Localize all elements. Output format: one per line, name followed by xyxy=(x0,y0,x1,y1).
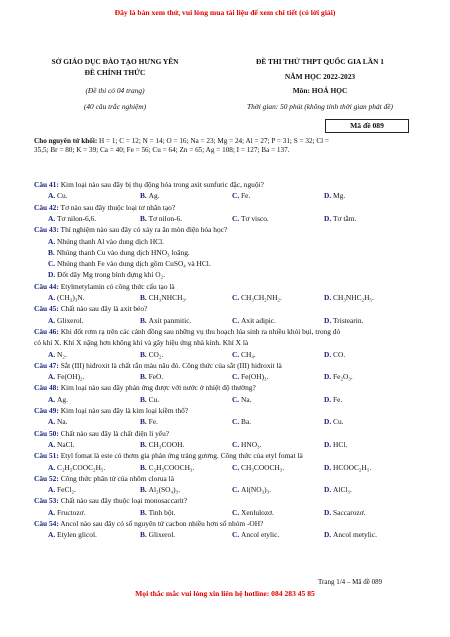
question-text: Kim loại nào sau đây phản ứng được với nước ở nhiệt độ thường? xyxy=(58,383,256,393)
option-text: Ancol metylic. xyxy=(333,530,377,540)
answer-option xyxy=(232,191,324,200)
option-letter: C. xyxy=(232,417,242,427)
answer-option xyxy=(140,530,232,539)
option-text: Axit adipic. xyxy=(241,315,276,325)
page-count-note: (Đề thi có 04 trang) xyxy=(85,86,145,95)
option-text: Fe(OH)₂. xyxy=(57,372,85,382)
answer-option xyxy=(48,237,418,246)
answer-option xyxy=(48,270,418,279)
answer-option xyxy=(48,485,140,494)
question-number: Câu 41: xyxy=(34,180,59,189)
answer-option xyxy=(140,508,232,517)
option-row xyxy=(48,463,418,472)
answer-option xyxy=(48,293,140,302)
question-text: Chất nào sau đây là axit béo? xyxy=(58,304,148,314)
question-text: Sắt (III) hiđroxit là chất rắn màu nâu đỏ. Công thức của sắt (III) hiđroxit là xyxy=(58,360,282,370)
option-letter: B. xyxy=(140,315,149,325)
option-letter: D. xyxy=(324,349,334,359)
answer-option xyxy=(324,463,416,472)
option-text: Saccarozơ. xyxy=(333,507,366,517)
option-row xyxy=(48,395,418,404)
option-letter: B. xyxy=(140,213,149,223)
question-number: Câu 54: xyxy=(34,519,59,528)
option-text: C₂H₅COOC₂H₅. xyxy=(57,462,106,472)
answer-option xyxy=(48,350,140,359)
answer-option xyxy=(324,485,416,494)
atomic-masses-line1: H = 1; C = 12; N = 14; O = 16; Na = 23; Mg = 24; Al = 27; P = 31; S = 32; Cl = xyxy=(97,137,329,145)
option-letter: A. xyxy=(48,213,58,223)
option-letter: C. xyxy=(48,259,58,269)
question-stem xyxy=(34,383,418,392)
option-letter: A. xyxy=(48,462,58,472)
option-text: CH₃COOH. xyxy=(148,439,185,449)
answer-option xyxy=(232,316,324,325)
answer-option xyxy=(48,372,140,381)
option-letter: A. xyxy=(48,293,58,302)
option-letter: A. xyxy=(48,372,58,382)
option-text: Al(NO₃)₃. xyxy=(241,485,272,495)
answer-option xyxy=(48,316,140,325)
option-text: CH₃NHC₂H₅. xyxy=(333,293,374,302)
top-banner: Đây là bản xem thử, vui lòng mua tài liệu để xem chi tiết (có lời giải) xyxy=(114,8,336,17)
question-text: Etyl fomat là este có thơm gia phản ứng tráng gương. Công thức của etyl fomat là xyxy=(58,451,303,461)
option-text: FeO. xyxy=(148,372,164,382)
question-number: Câu 46: xyxy=(34,326,59,336)
answer-option xyxy=(140,191,232,200)
answer-option xyxy=(48,463,140,472)
option-text: Tơ nilon-6. xyxy=(148,213,183,223)
option-row xyxy=(48,293,418,302)
answer-option xyxy=(48,395,140,404)
answer-option xyxy=(232,463,324,472)
question-text: Etylmetylamin có công thức cấu tạo là xyxy=(58,281,175,291)
option-letter: D. xyxy=(324,462,334,472)
option-letter: B. xyxy=(140,191,149,201)
option-letter: D. xyxy=(324,507,334,517)
answer-option xyxy=(48,248,418,257)
option-text: HCl. xyxy=(333,439,348,449)
option-row xyxy=(48,191,418,200)
page-footer: Trang 1/4 – Mã đề 089 xyxy=(318,578,383,586)
option-row xyxy=(48,417,418,426)
option-letter: B. xyxy=(140,507,149,517)
answer-option xyxy=(48,259,418,268)
option-text: Ag. xyxy=(57,394,68,404)
option-text: Fe. xyxy=(333,394,343,404)
answer-option xyxy=(232,485,324,494)
question-number: Câu 50: xyxy=(34,428,59,438)
answer-option xyxy=(140,293,232,302)
option-row xyxy=(48,350,418,359)
answer-option xyxy=(232,214,324,223)
official-label: ĐỀ CHÍNH THỨC xyxy=(84,68,146,77)
answer-option xyxy=(324,530,416,539)
answer-option xyxy=(48,508,140,517)
question-number: Câu 43: xyxy=(34,225,59,235)
option-text: Glixerol. xyxy=(148,530,176,540)
option-text: (CH₃)₃N. xyxy=(57,293,85,302)
option-text: Fe. xyxy=(148,417,158,427)
answer-option xyxy=(140,440,232,449)
option-text: Cu. xyxy=(57,191,68,201)
option-letter: B. xyxy=(140,485,149,495)
option-letter: D. xyxy=(324,191,334,201)
option-text: CH₃NHCH₃. xyxy=(148,293,187,302)
question-number: Câu 42: xyxy=(34,202,59,212)
option-letter: A. xyxy=(48,315,58,325)
option-text: Nhúng thanh Fe vào dung dịch gồm CuSO₄ và HCl. xyxy=(57,259,211,269)
option-text: HCOOC₂H₅. xyxy=(333,462,372,472)
option-text: Mg. xyxy=(333,191,346,201)
option-text: CH₃CH₂NH₂. xyxy=(241,293,282,302)
option-text: Ancol etylic. xyxy=(241,530,280,540)
question-stem xyxy=(34,304,418,313)
option-text: Nhúng thanh Al vào dung dịch HCl. xyxy=(57,236,164,246)
option-letter: D. xyxy=(324,293,334,302)
answer-option xyxy=(48,214,140,223)
question-stem xyxy=(34,519,418,528)
option-text: Cu. xyxy=(333,417,344,427)
question-stem xyxy=(34,496,418,505)
answer-option xyxy=(324,417,416,426)
question-text: Kim loại nào sau đây bị thụ động hóa trong axit sunfuric đặc, nguội? xyxy=(58,180,264,189)
question-number: Câu 45: xyxy=(34,304,59,314)
answer-option xyxy=(140,350,232,359)
option-letter: B. xyxy=(48,247,57,257)
question-number: Câu 52: xyxy=(34,473,59,483)
option-text: N₂. xyxy=(57,349,67,359)
answer-option xyxy=(140,316,232,325)
option-letter: A. xyxy=(48,417,58,427)
option-letter: D. xyxy=(324,530,334,540)
option-row xyxy=(48,316,418,325)
answer-option xyxy=(324,350,416,359)
exam-code-box: Mã đề 089 xyxy=(325,119,409,133)
answer-option xyxy=(140,417,232,426)
answer-option xyxy=(232,440,324,449)
question-text: Chất nào sau đây thuộc loại monosaccarit? xyxy=(58,496,188,506)
atomic-masses xyxy=(34,137,418,155)
answer-option xyxy=(48,191,140,200)
question-stem xyxy=(34,451,418,460)
answer-option xyxy=(140,372,232,381)
option-letter: B. xyxy=(140,293,149,302)
option-letter: A. xyxy=(48,349,58,359)
answer-option xyxy=(232,530,324,539)
option-letter: C. xyxy=(232,349,242,359)
option-text: Fe(OH)₃. xyxy=(241,372,269,382)
answer-option xyxy=(324,316,416,325)
question-count-note: (40 câu trắc nghiệm) xyxy=(83,102,147,111)
option-text: Etylen glicol. xyxy=(57,530,97,540)
option-letter: C. xyxy=(232,507,242,517)
answer-option xyxy=(324,372,416,381)
answer-option xyxy=(140,485,232,494)
answer-option xyxy=(324,395,416,404)
option-text: Fructozơ. xyxy=(57,507,86,517)
question-text-continued: có khí X. Khí X nặng hơn không khí và gây hiệu ứng nhà kính. Khí X là xyxy=(34,338,249,348)
option-text: Fe₂O₃. xyxy=(333,372,353,382)
answer-option xyxy=(232,417,324,426)
option-row xyxy=(48,372,418,381)
option-letter: C. xyxy=(232,530,242,540)
answer-option xyxy=(48,440,140,449)
option-text: Tinh bột. xyxy=(148,507,176,517)
question-text: Tơ nào sau đây thuộc loại tơ nhân tạo? xyxy=(58,202,176,212)
answer-option xyxy=(232,395,324,404)
option-row xyxy=(48,214,418,223)
atomic-masses-label: Cho nguyên tử khối: xyxy=(34,137,98,145)
question-stem xyxy=(34,180,418,189)
option-text: Tơ visco. xyxy=(241,213,269,223)
question-stem xyxy=(34,225,418,234)
question-stem xyxy=(34,282,418,291)
option-text: Xenlulozơ. xyxy=(241,507,274,517)
question-stem xyxy=(34,203,418,212)
option-letter: B. xyxy=(140,530,149,540)
question-stem xyxy=(34,429,418,438)
option-text: Al₂(SO₄)₃. xyxy=(148,485,180,495)
option-text: Ag. xyxy=(148,191,160,201)
question-number: Câu 53: xyxy=(34,496,59,506)
option-text: HNO₃. xyxy=(241,439,262,449)
answer-option xyxy=(140,395,232,404)
option-row xyxy=(48,508,418,517)
option-text: FeCl₂. xyxy=(57,485,76,495)
option-letter: A. xyxy=(48,485,58,495)
option-letter: A. xyxy=(48,439,58,449)
answer-option xyxy=(140,463,232,472)
option-text: CH₃COOCH₃. xyxy=(241,462,285,472)
option-text: Na. xyxy=(57,417,68,427)
answer-option xyxy=(48,417,140,426)
option-letter: C. xyxy=(232,213,242,223)
question-text: Công thức phân tử của nhôm clorua là xyxy=(58,473,174,483)
option-row xyxy=(48,485,418,494)
option-letter: A. xyxy=(48,191,58,201)
question-text: Kim loại nào sau đây là kim loại kiềm thổ? xyxy=(58,406,189,415)
option-row xyxy=(48,440,418,449)
option-text: Na. xyxy=(241,394,252,404)
option-letter: D. xyxy=(324,417,334,427)
option-row xyxy=(48,530,418,539)
department-name: SỞ GIÁO DỤC ĐÀO TẠO HƯNG YÊN xyxy=(51,57,179,66)
answer-option xyxy=(232,372,324,381)
option-letter: C. xyxy=(232,191,242,201)
answer-option xyxy=(324,440,416,449)
option-text: Fe. xyxy=(241,191,251,201)
question-stem xyxy=(34,327,418,336)
answer-option xyxy=(140,214,232,223)
question-text: Ancol nào sau đây có số nguyên tử cacbon nhiều hơn số nhóm -OH? xyxy=(58,519,264,528)
option-text: CO. xyxy=(333,349,346,359)
option-letter: C. xyxy=(232,485,242,495)
option-text: Glixerol. xyxy=(57,315,84,325)
option-text: C₂H₅COOCH₃. xyxy=(148,462,195,472)
option-letter: C. xyxy=(232,315,242,325)
option-letter: B. xyxy=(140,417,149,427)
option-text: NaCl. xyxy=(57,439,75,449)
option-letter: A. xyxy=(48,394,58,404)
option-text: Tơ tằm. xyxy=(333,213,357,223)
atomic-masses-line2: 35,5; Br = 80; K = 39; Ca = 40; Fe = 56; Cu = 64; Zn = 65; Ag = 108; I = 127; Ba = 137. xyxy=(34,146,290,154)
option-text: Ba. xyxy=(241,417,252,427)
option-letter: B. xyxy=(140,349,149,359)
option-letter: B. xyxy=(140,439,149,449)
answer-option xyxy=(324,191,416,200)
option-text: Tristearin. xyxy=(333,315,364,325)
option-text: CH₄. xyxy=(241,349,256,359)
answer-option xyxy=(48,530,140,539)
school-year: NĂM HỌC 2022-2023 xyxy=(284,72,356,81)
option-letter: D. xyxy=(324,394,334,404)
option-letter: A. xyxy=(48,507,58,517)
option-letter: D. xyxy=(324,315,334,325)
option-letter: D. xyxy=(48,270,58,280)
question-number: Câu 49: xyxy=(34,406,59,415)
subject: Môn: HOÁ HỌC xyxy=(292,86,348,95)
option-text: Đốt dây Mg trong bình đựng khí O₂. xyxy=(57,270,166,280)
question-number: Câu 47: xyxy=(34,360,59,370)
question-number: Câu 51: xyxy=(34,451,59,461)
bottom-banner: Mọi thắc mắc vui lòng xin liên hệ hotline: 084 283 45 85 xyxy=(135,589,315,598)
question-stem xyxy=(34,406,418,415)
option-text: Axit panmitic. xyxy=(148,315,192,325)
option-letter: C. xyxy=(232,439,242,449)
time-note: Thời gian: 50 phút (không tính thời gian phát đề) xyxy=(246,102,394,111)
answer-option xyxy=(232,508,324,517)
answer-option xyxy=(232,350,324,359)
question-text: Khi đốt rơm rạ trên các cánh đồng sau những vụ thu hoạch lúa sinh ra nhiều khói bụi, trong đó xyxy=(58,326,341,336)
option-letter: B. xyxy=(140,372,149,382)
answer-option xyxy=(324,508,416,517)
answer-option xyxy=(324,214,416,223)
option-letter: C. xyxy=(232,293,242,302)
option-letter: B. xyxy=(140,394,149,404)
answer-option xyxy=(324,293,416,302)
question-text: Chất nào sau đây là chất điện li yếu? xyxy=(58,428,170,438)
question-number: Câu 44: xyxy=(34,281,59,291)
option-letter: C. xyxy=(232,372,242,382)
option-letter: D. xyxy=(324,213,334,223)
answer-option xyxy=(232,293,324,302)
question-stem xyxy=(34,361,418,370)
option-letter: B. xyxy=(140,462,149,472)
option-letter: D. xyxy=(324,439,334,449)
question-text: Thí nghiệm nào sau đây có xảy ra ăn mòn điện hóa học? xyxy=(58,225,228,235)
question-number: Câu 48: xyxy=(34,383,59,393)
option-text: AlCl₃. xyxy=(333,485,352,495)
option-letter: A. xyxy=(48,530,58,540)
question-stem xyxy=(34,474,418,483)
option-letter: D. xyxy=(324,485,334,495)
exam-title: ĐỀ THI THỬ THPT QUỐC GIA LẦN 1 xyxy=(256,57,384,66)
option-text: Nhúng thanh Cu vào dung dịch HNO₃ loãng. xyxy=(56,247,190,257)
option-text: CO₂. xyxy=(148,349,164,359)
option-text: Cu. xyxy=(148,394,160,404)
option-letter: A. xyxy=(48,236,58,246)
option-letter: C. xyxy=(232,394,242,404)
option-letter: C. xyxy=(232,462,242,472)
option-text: Tơ nilon-6,6. xyxy=(57,213,97,223)
option-letter: D. xyxy=(324,372,334,382)
